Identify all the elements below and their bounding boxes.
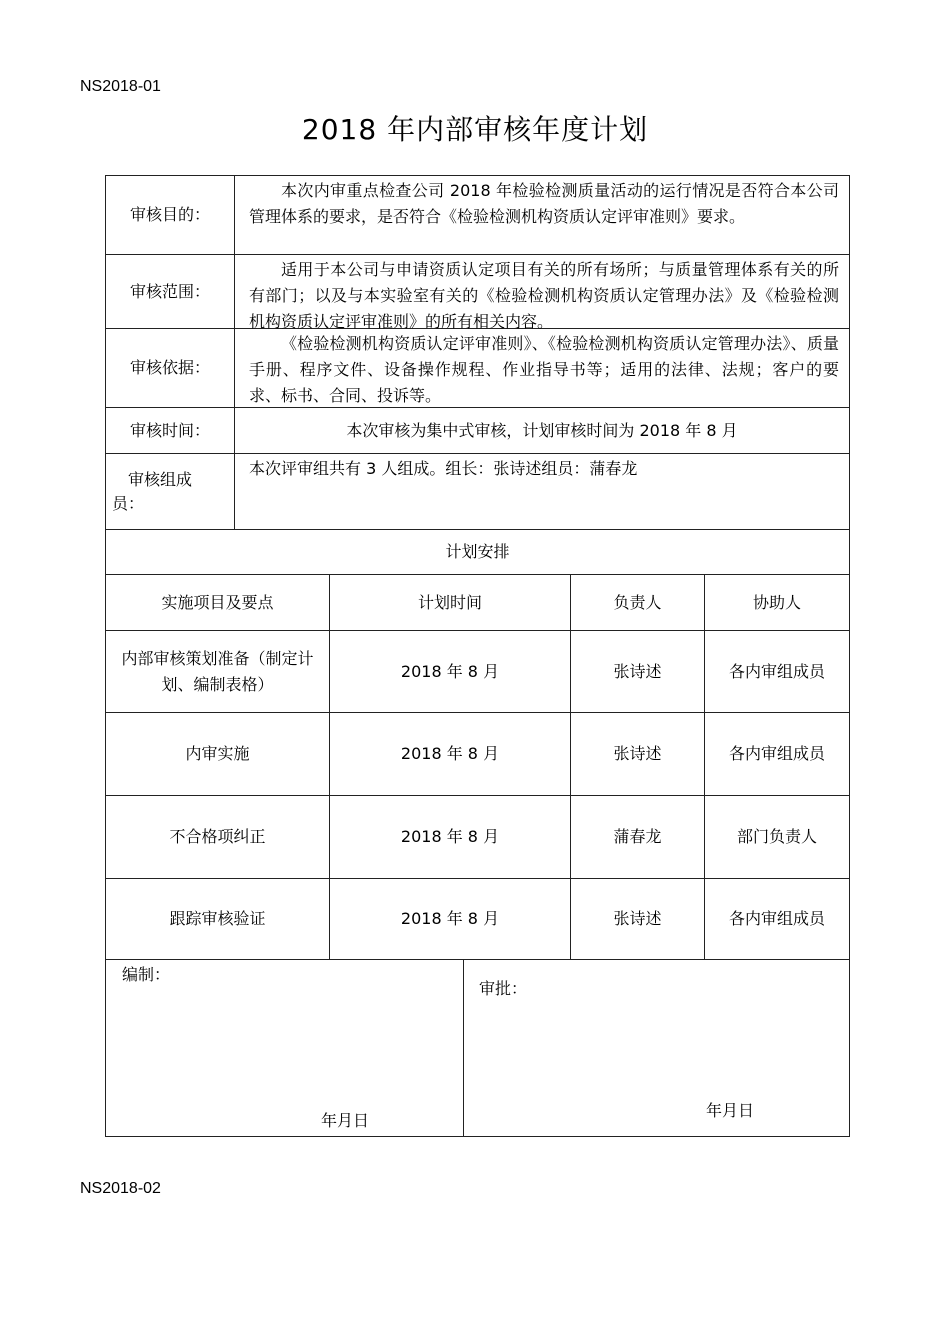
plan-assist: 各内审组成员 bbox=[705, 631, 849, 713]
approved-label: 审批： bbox=[479, 979, 528, 998]
row-label-members-text: 审核组成员： bbox=[112, 469, 193, 513]
row-content-scope: 适用于本公司与申请资质认定项目有关的所有场所；与质量管理体系有关的所有部门；以及与本实验室有关的《检验检测机构资质认定管理办法》及《检验检测机构资质认定评审准则》的所有相关内容。 bbox=[235, 255, 849, 329]
col-header-time: 计划时间 bbox=[330, 575, 571, 631]
plan-owner: 蒲春龙 bbox=[571, 796, 705, 879]
col-header-assist: 协助人 bbox=[705, 575, 849, 631]
row-content-purpose: 本次内审重点检查公司 2018 年检验检测质量活动的运行情况是否符合本公司管理体系的要求，是否符合《检验检测机构资质认定评审准则》要求。 bbox=[235, 176, 849, 255]
row-label-scope: 审核范围： bbox=[106, 255, 235, 329]
prepared-cell bbox=[106, 960, 464, 1136]
approved-date: 年月日 bbox=[706, 1101, 755, 1120]
approved-cell bbox=[464, 960, 849, 1136]
document-code-next: NS2018-02 bbox=[80, 1180, 161, 1197]
prepared-date: 年月日 bbox=[321, 1111, 370, 1130]
plan-heading: 计划安排 bbox=[106, 530, 849, 575]
row-label-basis: 审核依据： bbox=[106, 329, 235, 408]
plan-assist: 各内审组成员 bbox=[705, 879, 849, 960]
plan-time: 2018 年 8 月 bbox=[330, 879, 571, 960]
plan-assist: 部门负责人 bbox=[705, 796, 849, 879]
row-label-members bbox=[106, 454, 235, 530]
row-content-members: 本次评审组共有 3 人组成。组长：张诗述组员：蒲春龙 bbox=[235, 454, 849, 530]
document-code: NS2018-01 bbox=[80, 78, 161, 95]
plan-table bbox=[105, 175, 850, 1137]
plan-assist: 各内审组成员 bbox=[705, 713, 849, 796]
plan-item: 不合格项纠正 bbox=[106, 796, 330, 879]
plan-owner: 张诗述 bbox=[571, 631, 705, 713]
row-content-basis: 《检验检测机构资质认定评审准则》、《检验检测机构资质认定管理办法》、质量手册、程序文件、设备操作规程、作业指导书等；适用的法律、法规；客户的要求、标书、合同、投诉等。 bbox=[235, 329, 849, 408]
plan-owner: 张诗述 bbox=[571, 879, 705, 960]
plan-time: 2018 年 8 月 bbox=[330, 713, 571, 796]
plan-item: 内审实施 bbox=[106, 713, 330, 796]
row-content-time: 本次审核为集中式审核，计划审核时间为 2018 年 8 月 bbox=[235, 408, 849, 454]
prepared-label: 编制： bbox=[122, 965, 171, 984]
plan-item: 内部审核策划准备（制定计划、编制表格） bbox=[106, 631, 330, 713]
page-title: 2018 年内部审核年度计划 bbox=[301, 113, 649, 146]
col-header-item: 实施项目及要点 bbox=[106, 575, 330, 631]
plan-time: 2018 年 8 月 bbox=[330, 631, 571, 713]
plan-time: 2018 年 8 月 bbox=[330, 796, 571, 879]
plan-item: 跟踪审核验证 bbox=[106, 879, 330, 960]
plan-owner: 张诗述 bbox=[571, 713, 705, 796]
col-header-owner: 负责人 bbox=[571, 575, 705, 631]
row-label-time: 审核时间： bbox=[106, 408, 235, 454]
row-label-purpose: 审核目的： bbox=[106, 176, 235, 255]
